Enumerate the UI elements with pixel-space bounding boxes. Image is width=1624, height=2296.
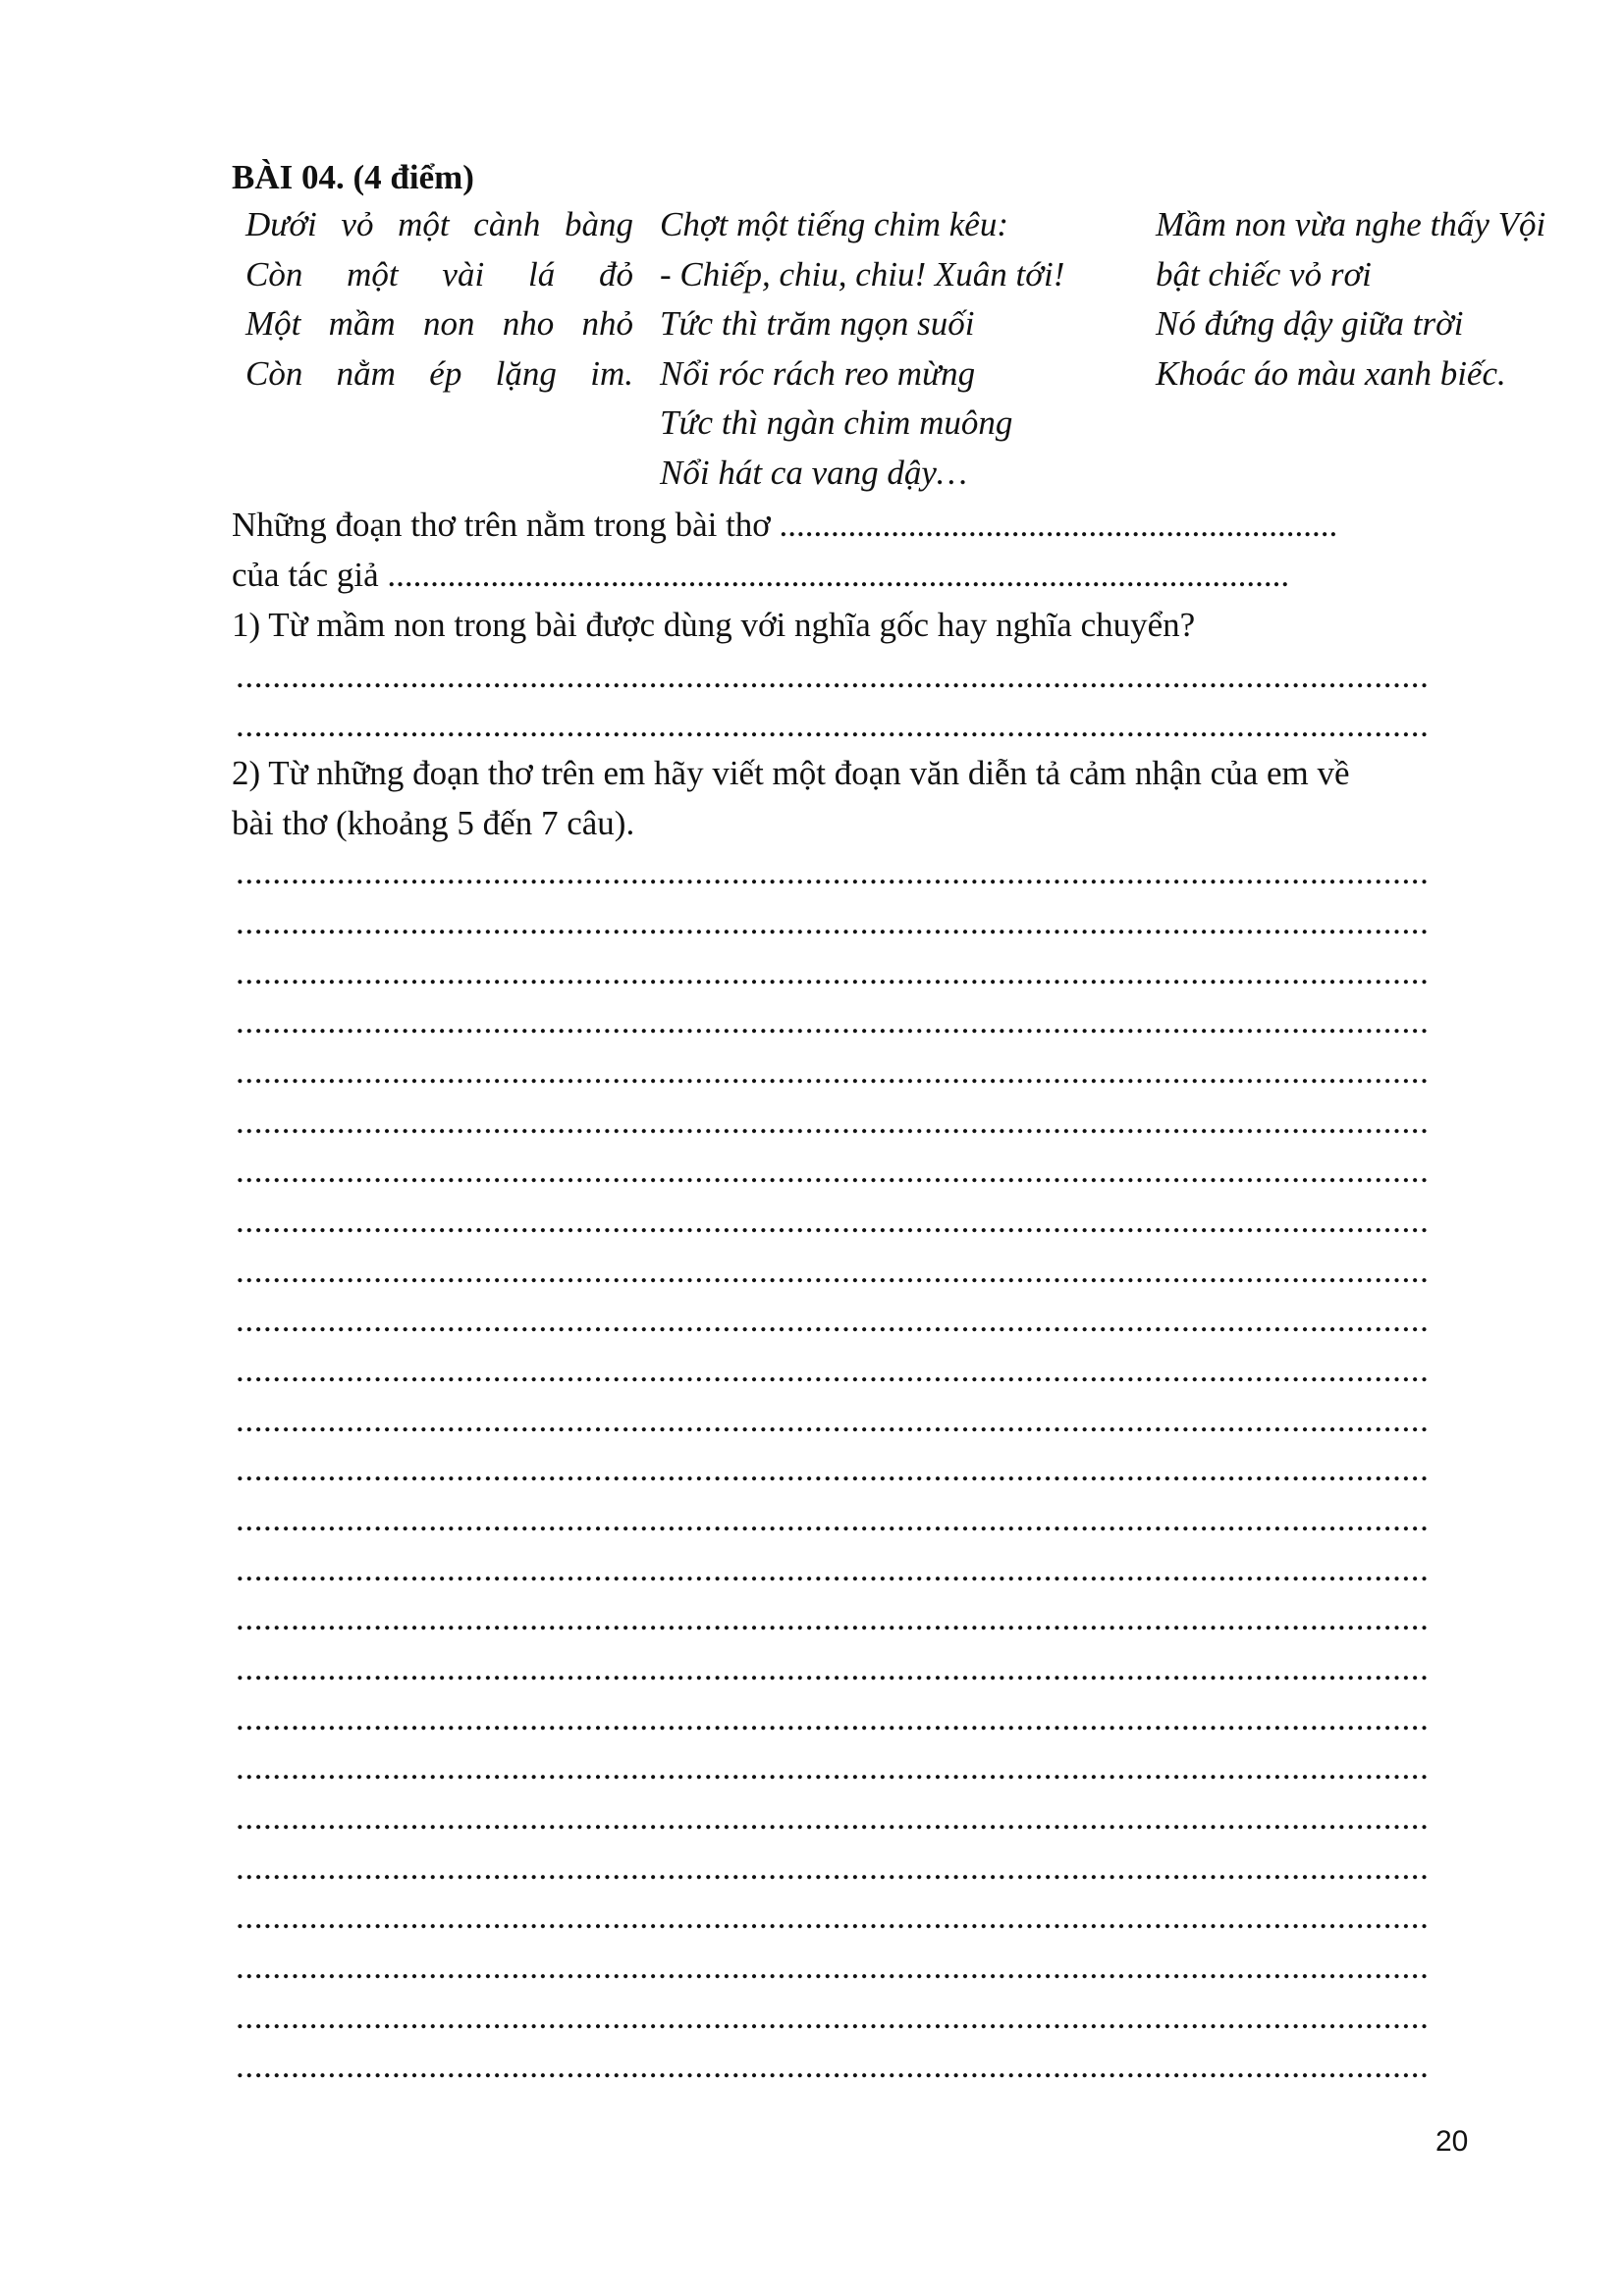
answer-line[interactable]: .................................................................................................................................. (236, 1649, 1430, 1687)
answer-line[interactable]: .................................................................................................................................. (236, 1252, 1430, 1290)
answer-line[interactable]: .................................................................................................................................. (236, 953, 1430, 991)
poem-line: Mầm non vừa nghe thấy Vội (1156, 205, 1546, 243)
answer-line[interactable]: .................................................................................................................................. (236, 1002, 1430, 1041)
poem-stanza-2 (660, 200, 1064, 498)
poem-line: Tức thì ngàn chim muông (660, 403, 1013, 442)
answer-line[interactable]: .................................................................................................................................. (236, 1798, 1430, 1837)
poem-line: bật chiếc vỏ rơi (1156, 254, 1372, 294)
poem-line: Còn một vài lá đỏ (245, 254, 633, 294)
answer-line[interactable]: .................................................................................................................................. (236, 1450, 1430, 1488)
poem-stanza-3 (1156, 200, 1545, 399)
answer-line[interactable]: .................................................................................................................................. (236, 1102, 1430, 1141)
poem-line: Chợt một tiếng chim kêu: (660, 205, 1008, 243)
author-prompt: của tác giả ......................................................................................................... (232, 556, 1290, 594)
answer-line[interactable]: .................................................................................................................................. (236, 706, 1430, 744)
poem-source-prompt: Những đoạn thơ trên nằm trong bài thơ ................................................................. (232, 506, 1338, 544)
answer-line[interactable]: .................................................................................................................................. (236, 1699, 1430, 1737)
poem-stanza-1 (245, 200, 633, 399)
answer-line[interactable]: .................................................................................................................................. (236, 1599, 1430, 1637)
answer-line[interactable]: .................................................................................................................................. (236, 1151, 1430, 1190)
answer-line[interactable]: .................................................................................................................................. (236, 1201, 1430, 1240)
poem-line: Dưới vỏ một cành bàng (245, 205, 633, 243)
poem-line: Khoác áo màu xanh biếc. (1156, 353, 1506, 393)
answer-line[interactable]: .................................................................................................................................. (236, 1301, 1430, 1339)
answer-line[interactable]: .................................................................................................................................. (236, 1550, 1430, 1588)
answer-line[interactable]: .................................................................................................................................. (236, 903, 1430, 941)
question-1: 1) Từ mầm non trong bài được dùng với nghĩa gốc hay nghĩa chuyển? (232, 606, 1196, 644)
poem-line: Nổi hát ca vang dậy… (660, 453, 968, 492)
answer-line[interactable]: .................................................................................................................................. (236, 1948, 1430, 1986)
poem-line: - Chiếp, chiu, chiu! Xuân tới! (660, 254, 1065, 294)
poem-line: Nổi róc rách reo mừng (660, 353, 976, 393)
page-number: 20 (1435, 2125, 1469, 2158)
poem-line: Còn nằm ép lặng im. (245, 353, 633, 393)
answer-line[interactable]: .................................................................................................................................. (236, 657, 1430, 695)
answer-line[interactable]: .................................................................................................................................. (236, 1998, 1430, 2036)
answer-line[interactable]: .................................................................................................................................. (236, 1500, 1430, 1538)
answer-line[interactable]: .................................................................................................................................. (236, 1748, 1430, 1787)
poem-line: Tức thì trăm ngọn suối (660, 304, 975, 343)
answer-line[interactable]: .................................................................................................................................. (236, 2047, 1430, 2085)
answer-line[interactable]: .................................................................................................................................. (236, 1401, 1430, 1439)
answer-line[interactable]: .................................................................................................................................. (236, 1052, 1430, 1091)
answer-line[interactable]: .................................................................................................................................. (236, 853, 1430, 891)
exercise-heading: BÀI 04. (4 điểm) (232, 158, 474, 196)
question-2-line-2: bài thơ (khoảng 5 đến 7 câu). (232, 804, 635, 842)
answer-line[interactable]: .................................................................................................................................. (236, 1351, 1430, 1389)
poem-line: Một mầm non nho nhỏ (245, 304, 633, 343)
answer-line[interactable]: .................................................................................................................................. (236, 1848, 1430, 1887)
poem-line: Nó đứng dậy giữa trời (1156, 304, 1464, 343)
answer-line[interactable]: .................................................................................................................................. (236, 1897, 1430, 1936)
question-2-line-1: 2) Từ những đoạn thơ trên em hãy viết một đoạn văn diễn tả cảm nhận của em về (232, 754, 1350, 792)
